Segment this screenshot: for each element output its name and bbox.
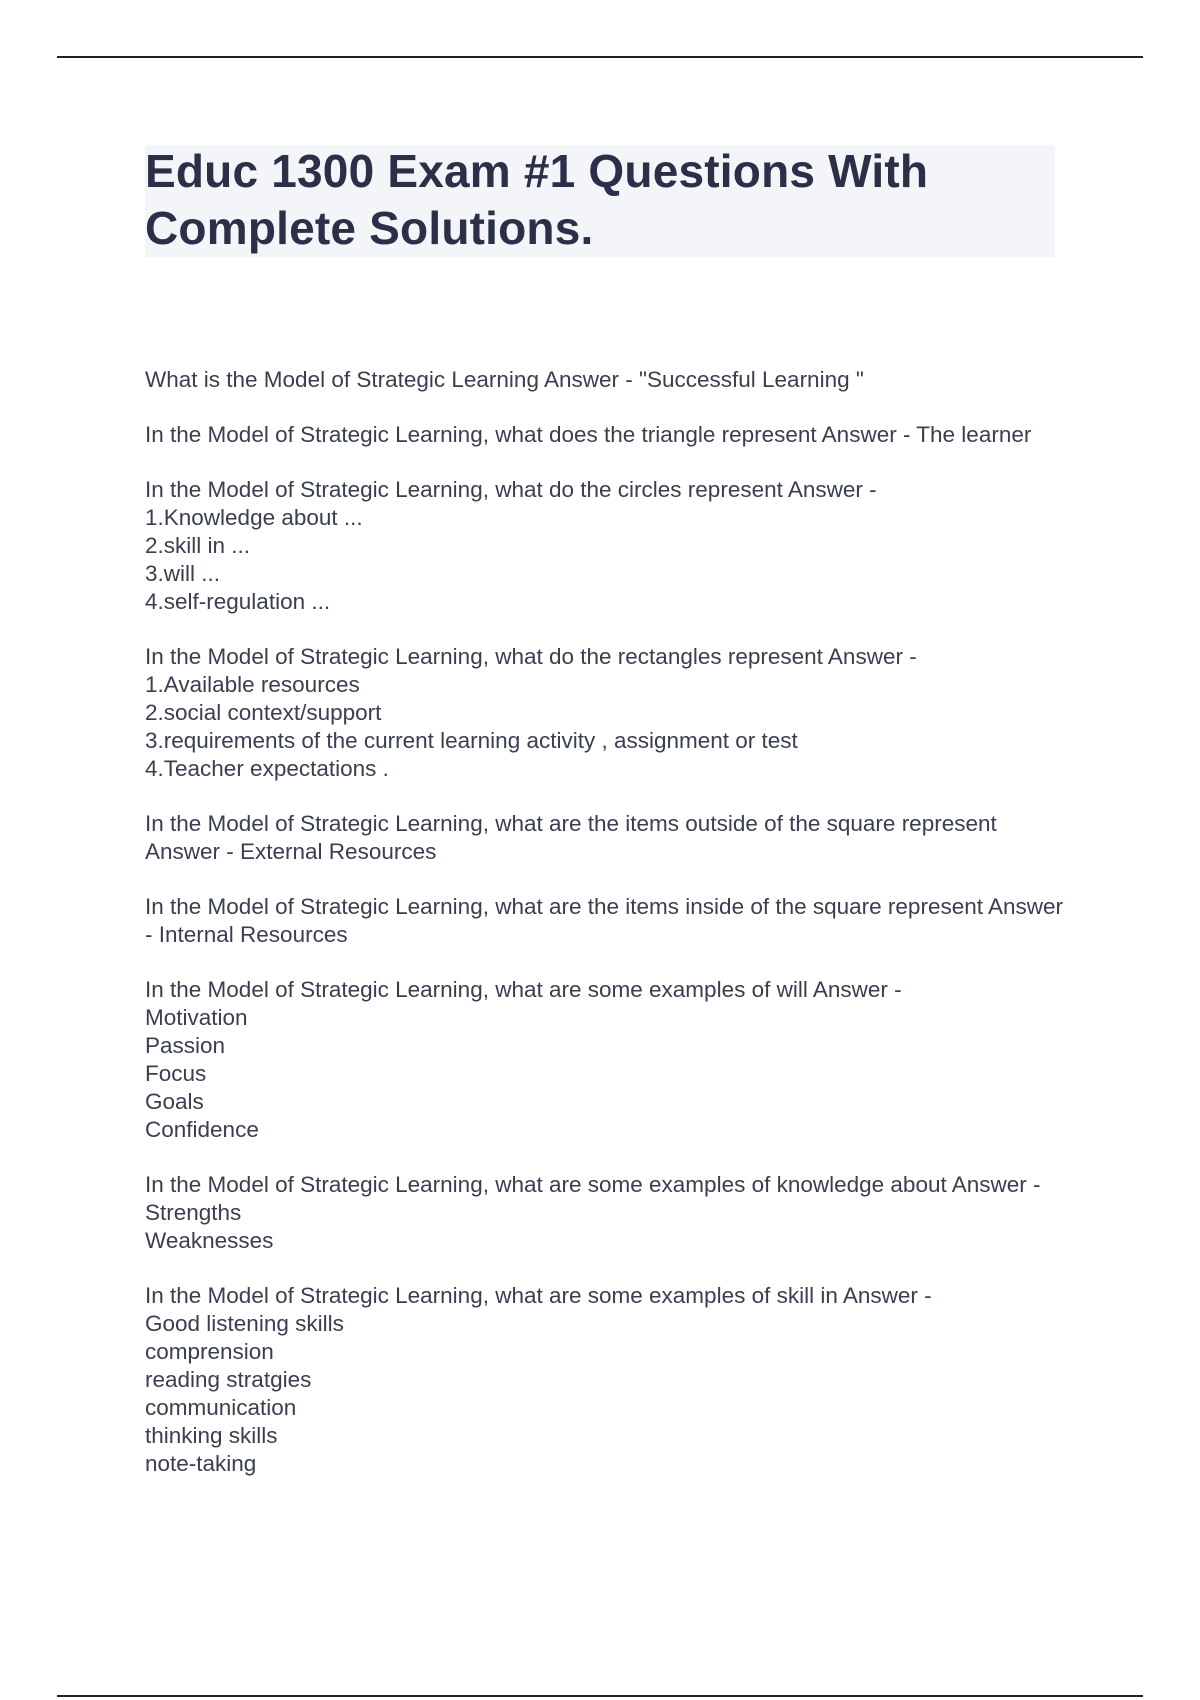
qa-item (145, 1282, 1075, 1478)
qa-question: In the Model of Strategic Learning, what does the triangle represent Answer - The learner (145, 422, 1032, 447)
qa-answer-line: note-taking (145, 1451, 257, 1476)
qa-question: In the Model of Strategic Learning, what are some examples of will Answer - (145, 977, 902, 1002)
qa-answer-line: 3.requirements of the current learning activity , assignment or test (145, 728, 798, 753)
top-rule (57, 56, 1143, 58)
qa-answer-line: Focus (145, 1061, 207, 1086)
qa-item (145, 476, 1075, 616)
qa-answer-line: Motivation (145, 1005, 248, 1030)
qa-answer-line: Weaknesses (145, 1228, 274, 1253)
qa-question: In the Model of Strategic Learning, what do the circles represent Answer - (145, 477, 877, 502)
qa-item (145, 810, 1075, 866)
qa-answer-line: communication (145, 1395, 297, 1420)
qa-question: In the Model of Strategic Learning, what are some examples of skill in Answer - (145, 1283, 932, 1308)
qa-item (145, 366, 1075, 394)
qa-answer-line: 2.skill in ... (145, 533, 251, 558)
qa-item (145, 421, 1075, 449)
qa-answer-line: Goals (145, 1089, 204, 1114)
qa-answer-line: Passion (145, 1033, 226, 1058)
bottom-rule (57, 1695, 1143, 1697)
qa-question: In the Model of Strategic Learning, what are some examples of knowledge about Answer - Strengths (145, 1172, 1041, 1225)
qa-answer-line: 4.self-regulation ... (145, 589, 331, 614)
qa-list (145, 366, 1075, 1505)
qa-answer-line: 1.Available resources (145, 672, 360, 697)
qa-item (145, 976, 1075, 1144)
qa-question: What is the Model of Strategic Learning Answer - "Successful Learning " (145, 367, 864, 392)
page-title: Educ 1300 Exam #1 Questions With Complete Solutions. (145, 145, 929, 254)
qa-item (145, 1171, 1075, 1255)
qa-answer-line: Confidence (145, 1117, 259, 1142)
qa-answer-line: reading stratgies (145, 1367, 312, 1392)
qa-answer-line: comprension (145, 1339, 274, 1364)
qa-question: In the Model of Strategic Learning, what do the rectangles represent Answer - (145, 644, 917, 669)
qa-item (145, 643, 1075, 783)
qa-answer-line: 1.Knowledge about ... (145, 505, 363, 530)
qa-answer-line: 3.will ... (145, 561, 221, 586)
qa-answer-line: 4.Teacher expectations . (145, 756, 389, 781)
qa-answer-line: 2.social context/support (145, 700, 382, 725)
qa-question: In the Model of Strategic Learning, what are the items outside of the square represent Answer - External Resources (145, 811, 997, 864)
qa-answer-line: Good listening skills (145, 1311, 344, 1336)
qa-question: In the Model of Strategic Learning, what are the items inside of the square represent Answer - Internal Resources (145, 894, 1064, 947)
qa-answer-line: thinking skills (145, 1423, 278, 1448)
qa-item (145, 893, 1075, 949)
